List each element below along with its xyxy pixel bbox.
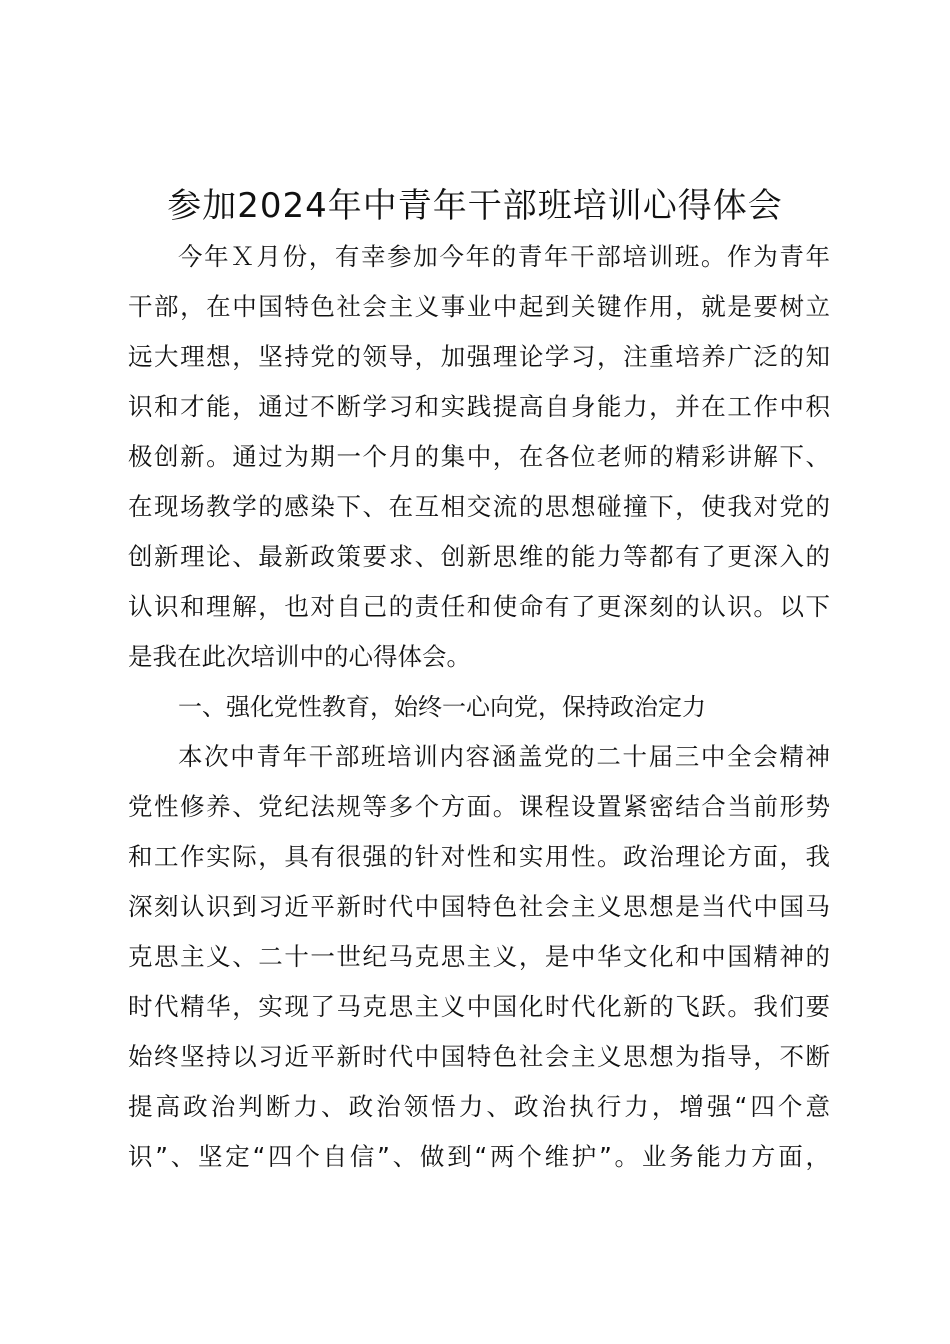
paragraph-line: 在现场教学的感染下、在互相交流的思想碰撞下，使我对党的 (128, 492, 830, 521)
paragraph-line: 干部，在中国特色社会主义事业中起到关键作用，就是要树立 (128, 292, 830, 321)
paragraph-line: 和工作实际，具有很强的针对性和实用性。政治理论方面，我 (128, 842, 830, 871)
document-body (128, 232, 830, 1182)
paragraph-line: 时代精华，实现了马克思主义中国化时代化新的飞跃。我们要 (128, 992, 830, 1021)
paragraph-line: 今年Ｘ月份，有幸参加今年的青年干部培训班。作为青年 (178, 242, 830, 271)
paragraph-line: 极创新。通过为期一个月的集中，在各位老师的精彩讲解下、 (128, 442, 830, 471)
paragraph-line: 创新理论、最新政策要求、创新思维的能力等都有了更深入的 (128, 542, 830, 571)
document-title: 参加2024年中青年干部班培训心得体会 (167, 186, 783, 226)
section-heading: 一、强化党性教育，始终一心向党，保持政治定力 (178, 693, 706, 721)
paragraph-line: 始终坚持以习近平新时代中国特色社会主义思想为指导，不断 (128, 1042, 830, 1071)
paragraph-line: 识”、坚定“四个自信”、做到“两个维护”。业务能力方面， (128, 1142, 830, 1171)
paragraph-line: 提高政治判断力、政治领悟力、政治执行力，增强“四个意 (128, 1092, 830, 1121)
paragraph-line: 克思主义、二十一世纪马克思主义，是中华文化和中国精神的 (128, 942, 830, 971)
paragraph-line: 认识和理解，也对自己的责任和使命有了更深刻的认识。以下 (128, 592, 830, 621)
paragraph-line: 是我在此次培训中的心得体会。 (128, 642, 471, 671)
paragraph-line: 深刻认识到习近平新时代中国特色社会主义思想是当代中国马 (128, 892, 830, 921)
paragraph-line: 识和才能，通过不断学习和实践提高自身能力，并在工作中积 (128, 392, 830, 421)
paragraph-line: 远大理想，坚持党的领导，加强理论学习，注重培养广泛的知 (128, 342, 830, 371)
paragraph-line: 党性修养、党纪法规等多个方面。课程设置紧密结合当前形势 (128, 792, 830, 821)
paragraph-line: 本次中青年干部班培训内容涵盖党的二十届三中全会精神 (178, 742, 830, 771)
